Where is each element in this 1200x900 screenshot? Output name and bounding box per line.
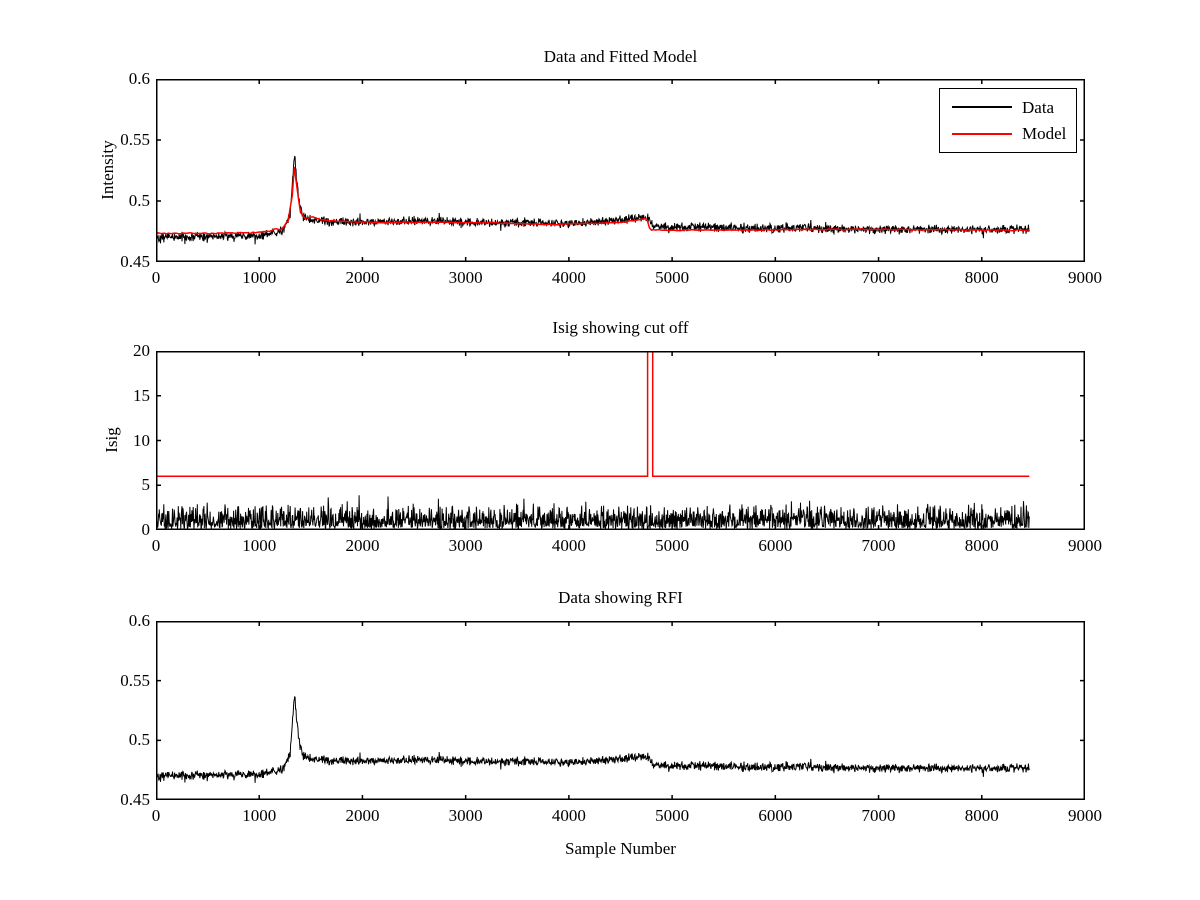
legend-line-data-sample bbox=[952, 106, 1012, 108]
x-tick-label: 2000 bbox=[345, 536, 380, 555]
x-tick-label: 1000 bbox=[242, 536, 277, 555]
x-tick-label: 7000 bbox=[861, 268, 896, 287]
y-tick-label: 0.45 bbox=[120, 790, 150, 809]
plot2-x-tick-labels bbox=[151, 536, 1102, 556]
legend-line-model-sample bbox=[952, 133, 1012, 135]
legend-label-data: Data bbox=[1022, 97, 1055, 117]
x-tick-label: 7000 bbox=[861, 536, 896, 555]
x-tick-label: 1000 bbox=[242, 806, 277, 825]
x-tick-label: 8000 bbox=[964, 268, 999, 287]
y-tick-label: 0.5 bbox=[128, 191, 150, 210]
x-tick-label: 6000 bbox=[758, 536, 793, 555]
axes-box bbox=[157, 352, 1085, 530]
x-tick-label: 5000 bbox=[655, 536, 690, 555]
plot2-y-tick-labels bbox=[58, 341, 150, 539]
plot1-y-axis-label: Intensity bbox=[98, 140, 117, 200]
y-tick-label: 5 bbox=[141, 475, 150, 495]
y-tick-label: 10 bbox=[133, 430, 150, 450]
plot1-y-tick-labels bbox=[58, 69, 150, 271]
y-tick-label: 0 bbox=[141, 520, 150, 539]
plot1-title: Data and Fitted Model bbox=[543, 47, 698, 66]
plot2-title: Isig showing cut off bbox=[552, 318, 689, 337]
x-tick-label: 6000 bbox=[758, 268, 793, 287]
series-cutoff bbox=[156, 351, 1029, 476]
x-tick-label: 9000 bbox=[1068, 536, 1102, 555]
y-tick-label: 0.45 bbox=[120, 252, 150, 271]
y-tick-label: 15 bbox=[133, 385, 150, 405]
x-tick-label: 3000 bbox=[448, 268, 483, 287]
series-isig bbox=[156, 495, 1029, 529]
x-tick-label: 9000 bbox=[1068, 806, 1102, 825]
plot2-y-axis-label: Isig bbox=[102, 427, 121, 453]
x-tick-label: 3000 bbox=[448, 536, 483, 555]
x-tick-label: 0 bbox=[151, 536, 161, 555]
legend-box bbox=[939, 88, 1077, 153]
axis-ticks bbox=[156, 351, 1085, 530]
legend-entry-model bbox=[940, 125, 1076, 142]
y-tick-label: 0.5 bbox=[128, 730, 150, 750]
legend-label-model: Model bbox=[1022, 124, 1067, 144]
plot3-canvas bbox=[156, 621, 1085, 800]
x-tick-label: 1000 bbox=[242, 268, 277, 287]
x-tick-label: 4000 bbox=[551, 536, 586, 555]
x-tick-label: 0 bbox=[151, 806, 161, 825]
x-tick-label: 4000 bbox=[551, 268, 586, 287]
x-axis-label: Sample Number bbox=[565, 839, 676, 858]
plot3-x-tick-labels bbox=[151, 806, 1102, 826]
plot1-x-tick-labels bbox=[151, 268, 1102, 288]
y-tick-label: 0.6 bbox=[128, 69, 150, 88]
y-tick-label: 0.6 bbox=[128, 611, 150, 630]
x-tick-label: 5000 bbox=[655, 268, 690, 287]
plot2-canvas bbox=[156, 351, 1085, 530]
x-tick-label: 2000 bbox=[345, 806, 380, 825]
plot3-y-tick-labels bbox=[58, 611, 150, 809]
plot3-axes bbox=[156, 621, 1085, 800]
x-tick-label: 6000 bbox=[758, 806, 793, 825]
legend-entry-data bbox=[940, 99, 1076, 116]
x-tick-label: 3000 bbox=[448, 806, 483, 825]
series-data bbox=[156, 696, 1029, 782]
x-tick-label: 9000 bbox=[1068, 268, 1102, 287]
x-tick-label: 0 bbox=[151, 268, 161, 287]
plot2-axes bbox=[156, 351, 1085, 530]
x-tick-label: 7000 bbox=[861, 806, 896, 825]
plot3-title: Data showing RFI bbox=[558, 588, 683, 607]
x-tick-label: 2000 bbox=[345, 268, 380, 287]
series-data bbox=[156, 156, 1029, 244]
x-tick-label: 5000 bbox=[655, 806, 690, 825]
axis-ticks bbox=[156, 621, 1085, 800]
y-tick-label: 20 bbox=[133, 341, 150, 360]
x-tick-label: 8000 bbox=[964, 806, 999, 825]
x-tick-label: 4000 bbox=[551, 806, 586, 825]
x-tick-label: 8000 bbox=[964, 536, 999, 555]
y-tick-label: 0.55 bbox=[120, 670, 150, 690]
y-tick-label: 0.55 bbox=[120, 130, 150, 149]
